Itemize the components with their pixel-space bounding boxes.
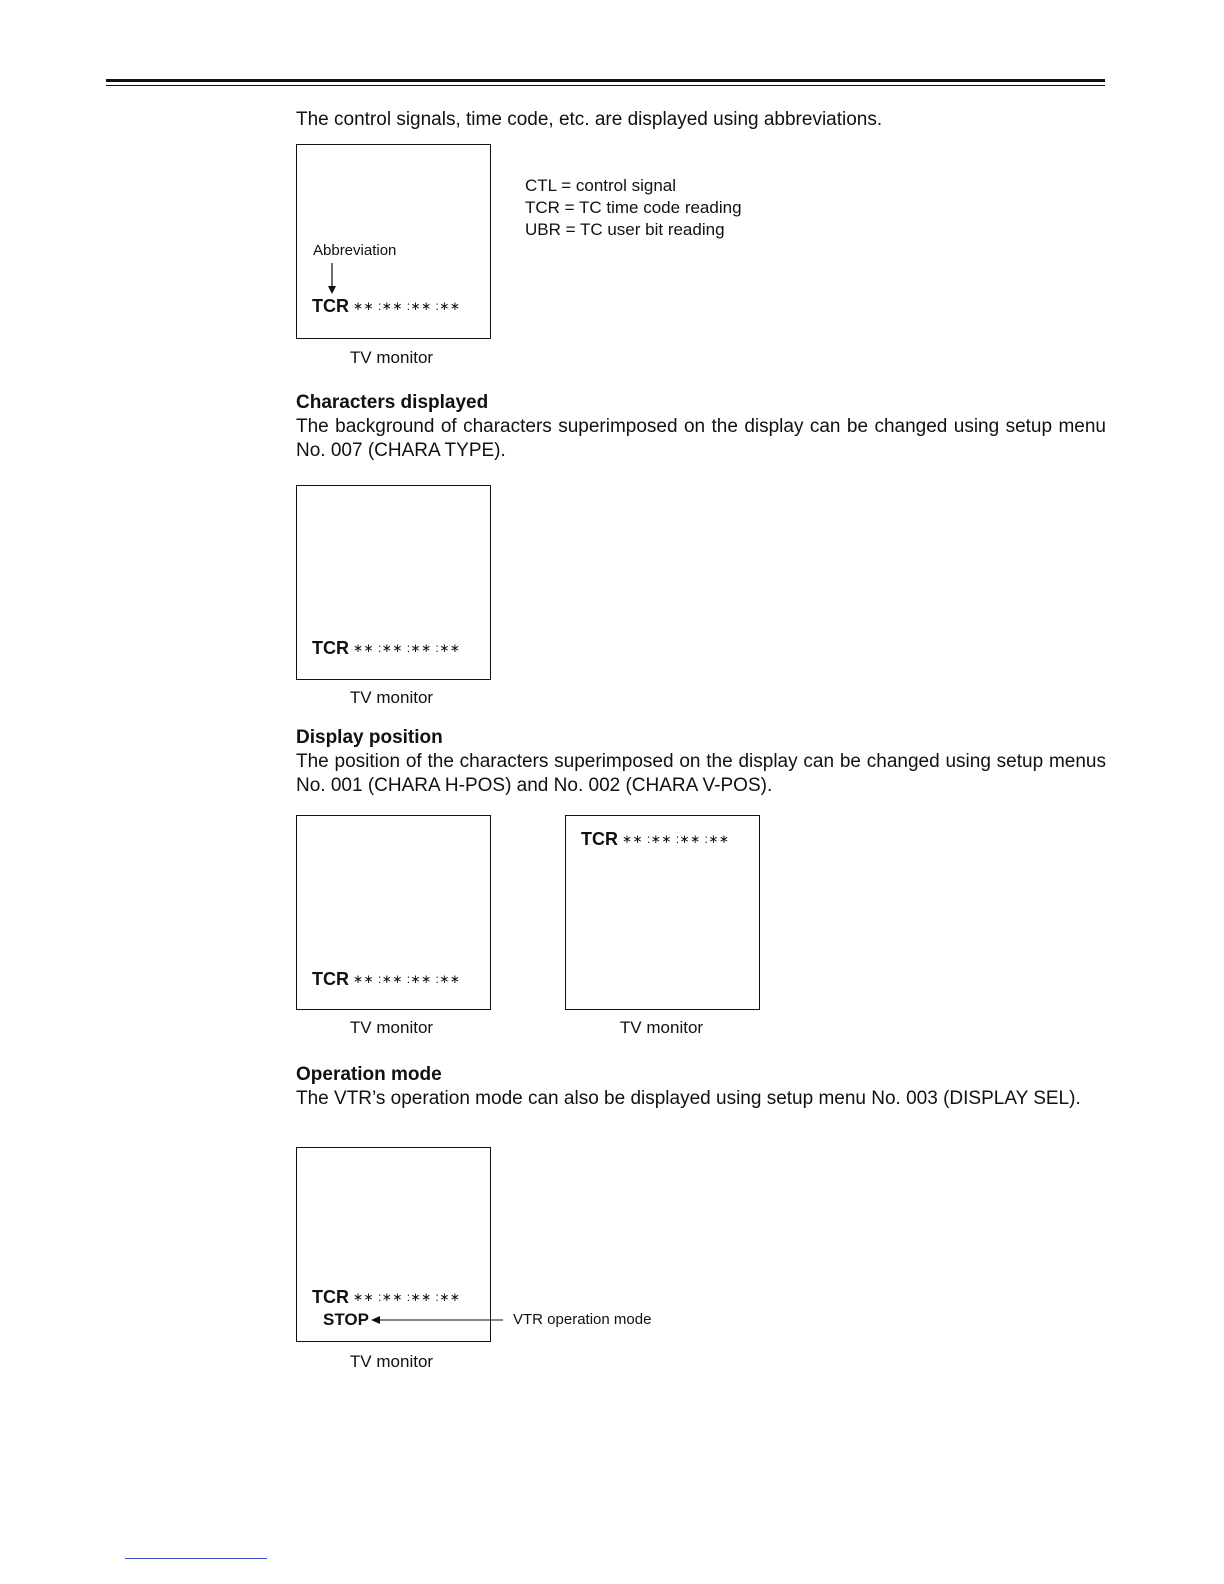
header-rule-thick <box>106 79 1105 82</box>
timecode-display <box>581 829 729 849</box>
timecode-label: TCR <box>312 296 349 316</box>
section-body-position: The position of the characters superimposed on the display can be changed using setup menus No. 001 (CHARA H-POS) and No. 002 (CHARA V-POS). <box>296 751 1106 796</box>
intro-text: The control signals, time code, etc. are displayed using abbreviations. <box>296 109 883 130</box>
timecode-value: ∗∗ :∗∗ :∗∗ :∗∗ <box>353 972 461 986</box>
legend-item-tcr: TCR = TC time code reading <box>525 198 742 217</box>
abbreviation-legend <box>525 175 742 241</box>
footer-link-underline <box>125 1558 267 1559</box>
tv-monitor-figure-3a <box>296 815 491 1010</box>
legend-item-ubr: UBR = TC user bit reading <box>525 220 725 239</box>
section-body-operation: The VTR’s operation mode can also be displayed using setup menu No. 003 (DISPLAY SEL). <box>296 1088 1081 1109</box>
timecode-label: TCR <box>312 969 349 989</box>
timecode-display <box>312 296 460 316</box>
timecode-label: TCR <box>581 829 618 849</box>
tv-monitor-figure-1 <box>296 144 491 339</box>
section-heading-characters: Characters displayed <box>296 392 489 413</box>
legend-item-ctl: CTL = control signal <box>525 176 677 195</box>
section-heading-position: Display position <box>296 727 443 748</box>
timecode-value: ∗∗ :∗∗ :∗∗ :∗∗ <box>622 832 730 846</box>
vtr-operation-mode-label: VTR operation mode <box>513 1311 652 1328</box>
abbreviation-label: Abbreviation <box>313 242 397 259</box>
timecode-display <box>312 969 460 989</box>
monitor-caption: TV monitor <box>349 688 434 707</box>
tv-monitor-figure-3b <box>565 815 760 1010</box>
monitor-caption: TV monitor <box>349 348 434 367</box>
timecode-value: ∗∗ :∗∗ :∗∗ :∗∗ <box>353 299 461 313</box>
timecode-value: ∗∗ :∗∗ :∗∗ :∗∗ <box>353 641 461 655</box>
timecode-label: TCR <box>312 638 349 658</box>
monitor-caption: TV monitor <box>349 1018 434 1037</box>
header-rule-thin <box>106 85 1105 86</box>
section-heading-operation: Operation mode <box>296 1064 442 1085</box>
timecode-display <box>312 1287 460 1307</box>
timecode-value: ∗∗ :∗∗ :∗∗ :∗∗ <box>353 1290 461 1304</box>
monitor-caption: TV monitor <box>619 1018 704 1037</box>
timecode-label: TCR <box>312 1287 349 1307</box>
tv-monitor-figure-2 <box>296 485 491 680</box>
monitor-caption: TV monitor <box>349 1352 434 1371</box>
arrow-down-icon <box>327 263 337 295</box>
tv-monitor-figure-4 <box>296 1147 491 1342</box>
operation-mode-stop: STOP <box>323 1310 369 1329</box>
section-body-characters: The background of characters superimposed on the display can be changed using setup menu No. 007 (CHARA TYPE). <box>296 416 1106 461</box>
arrow-left-icon <box>371 1314 503 1326</box>
timecode-display <box>312 638 460 658</box>
